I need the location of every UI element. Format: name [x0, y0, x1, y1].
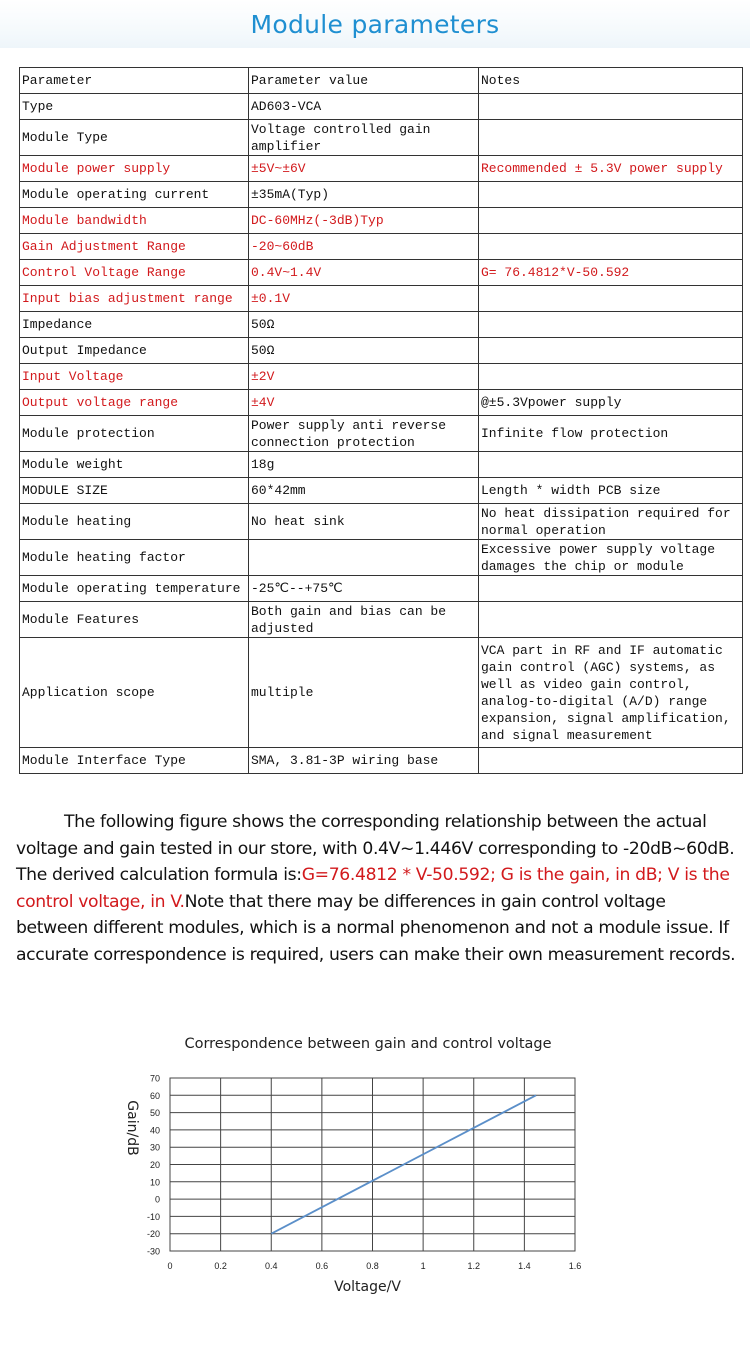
- cell-notes: [479, 286, 743, 312]
- cell-parameter-value: Both gain and bias can be adjusted: [249, 602, 479, 638]
- y-tick-label: 50: [149, 1108, 160, 1119]
- table-row: [20, 312, 743, 338]
- y-axis-label: Gain/dB: [124, 1100, 140, 1156]
- cell-parameter: Module weight: [20, 452, 249, 478]
- cell-parameter: Impedance: [20, 312, 249, 338]
- table-row: [20, 234, 743, 260]
- y-tick-label: 30: [149, 1142, 160, 1153]
- cell-notes: [479, 602, 743, 638]
- cell-notes: [479, 452, 743, 478]
- cell-parameter-value: 0.4V~1.4V: [249, 260, 479, 286]
- cell-parameter: Module heating: [20, 504, 249, 540]
- cell-parameter: Module heating factor: [20, 540, 249, 576]
- table-row: [20, 182, 743, 208]
- cell-parameter: Application scope: [20, 638, 249, 748]
- cell-parameter-value: ±35mA(Typ): [249, 182, 479, 208]
- chart-svg: [110, 1030, 610, 1330]
- table-row: [20, 364, 743, 390]
- cell-notes: [479, 312, 743, 338]
- cell-parameter-value: DC-60MHz(-3dB)Typ: [249, 208, 479, 234]
- cell-parameter-value: 50Ω: [249, 312, 479, 338]
- y-tick-label: 10: [149, 1177, 160, 1188]
- cell-parameter-value: ±2V: [249, 364, 479, 390]
- y-tick-label: -10: [146, 1211, 160, 1222]
- cell-parameter: MODULE SIZE: [20, 478, 249, 504]
- table-row: [20, 602, 743, 638]
- y-tick-label: 60: [149, 1090, 160, 1101]
- cell-parameter-value: ±5V~±6V: [249, 156, 479, 182]
- cell-notes: VCA part in RF and IF automatic gain control (AGC) systems, as well as video gain control, analog-to-digital (A/D) range expansion, signal amplification, and signal measurement: [479, 638, 743, 748]
- title-band: [0, 0, 750, 48]
- x-tick-label: 1.2: [467, 1261, 481, 1271]
- table-row: [20, 338, 743, 364]
- x-tick-label: 1: [420, 1261, 426, 1271]
- paragraph-text-1: The following figure shows the corresponding relationship between the actual voltage and gain tested in our store, with 0.4V~1.446V corresponding to -20dB~60dB. The derived calculation formula is:: [16, 812, 735, 886]
- cell-parameter-value: multiple: [249, 638, 479, 748]
- header-parameter: Parameter: [20, 68, 249, 94]
- table-row: [20, 260, 743, 286]
- cell-parameter-value: ±0.1V: [249, 286, 479, 312]
- cell-notes: Recommended ± 5.3V power supply: [479, 156, 743, 182]
- cell-parameter: Module operating current: [20, 182, 249, 208]
- y-tick-label: -20: [146, 1229, 160, 1240]
- paragraph-formula: G=76.4812 * V-50.592; G is the gain, in dB; V is the control voltage, in V.: [16, 865, 730, 912]
- parameters-table: [19, 67, 743, 774]
- page-title: Module parameters: [250, 9, 500, 39]
- cell-parameter: Output Impedance: [20, 338, 249, 364]
- table-row: [20, 452, 743, 478]
- table-row: [20, 208, 743, 234]
- x-tick-label: 1.4: [518, 1261, 531, 1271]
- gain-voltage-chart: [110, 1030, 610, 1330]
- cell-notes: [479, 748, 743, 774]
- x-tick-label: 0.6: [315, 1261, 329, 1271]
- cell-notes: @±5.3Vpower supply: [479, 390, 743, 416]
- x-tick-label: 1.6: [568, 1261, 582, 1271]
- cell-parameter: Input bias adjustment range: [20, 286, 249, 312]
- cell-parameter-value: AD603-VCA: [249, 94, 479, 120]
- cell-parameter-value: -20~60dB: [249, 234, 479, 260]
- cell-parameter: Module Features: [20, 602, 249, 638]
- y-tick-label: 0: [154, 1194, 160, 1205]
- cell-parameter: Module Interface Type: [20, 748, 249, 774]
- cell-notes: [479, 234, 743, 260]
- table-row: [20, 156, 743, 182]
- table-row: [20, 748, 743, 774]
- cell-parameter-value: Power supply anti reverse connection protection: [249, 416, 479, 452]
- y-tick-label: 40: [149, 1125, 160, 1136]
- x-axis-label: Voltage/V: [334, 1279, 401, 1295]
- x-tick-label: 0.2: [214, 1261, 227, 1271]
- y-tick-label: 70: [149, 1073, 160, 1084]
- cell-notes: [479, 182, 743, 208]
- cell-parameter-value: Voltage controlled gain amplifier: [249, 120, 479, 156]
- cell-parameter: Module power supply: [20, 156, 249, 182]
- table-row: [20, 504, 743, 540]
- cell-notes: Infinite flow protection: [479, 416, 743, 452]
- cell-parameter: Control Voltage Range: [20, 260, 249, 286]
- cell-notes: Length * width PCB size: [479, 478, 743, 504]
- table-row: [20, 638, 743, 748]
- y-tick-label: -30: [146, 1246, 160, 1257]
- cell-parameter-value: 50Ω: [249, 338, 479, 364]
- table-row: [20, 94, 743, 120]
- cell-parameter: Input Voltage: [20, 364, 249, 390]
- x-tick-label: 0.4: [264, 1261, 278, 1271]
- table-row: [20, 416, 743, 452]
- cell-parameter-value: 60*42mm: [249, 478, 479, 504]
- cell-notes: [479, 338, 743, 364]
- cell-parameter-value: [249, 540, 479, 576]
- cell-parameter: Type: [20, 94, 249, 120]
- cell-notes: [479, 364, 743, 390]
- cell-notes: G= 76.4812*V-50.592: [479, 260, 743, 286]
- table-row: [20, 478, 743, 504]
- cell-parameter-value: -25℃--+75℃: [249, 576, 479, 602]
- header-parameter-value: Parameter value: [249, 68, 479, 94]
- table-header-row: [20, 68, 743, 94]
- table-row: [20, 390, 743, 416]
- cell-parameter: Gain Adjustment Range: [20, 234, 249, 260]
- cell-notes: [479, 576, 743, 602]
- cell-parameter-value: ±4V: [249, 390, 479, 416]
- table-row: [20, 576, 743, 602]
- y-tick-label: 20: [149, 1160, 160, 1170]
- cell-parameter-value: SMA, 3.81-3P wiring base: [249, 748, 479, 774]
- cell-parameter: Module Type: [20, 120, 249, 156]
- cell-parameter: Output voltage range: [20, 390, 249, 416]
- table-row: [20, 120, 743, 156]
- description-paragraph: [16, 809, 738, 969]
- x-tick-label: 0: [167, 1261, 173, 1271]
- parameters-table-body: [20, 68, 743, 774]
- cell-notes: [479, 94, 743, 120]
- cell-parameter: Module operating temperature: [20, 576, 249, 602]
- cell-notes: [479, 208, 743, 234]
- cell-notes: Excessive power supply voltage damages the chip or module: [479, 540, 743, 576]
- cell-notes: No heat dissipation required for normal operation: [479, 504, 743, 540]
- cell-parameter-value: No heat sink: [249, 504, 479, 540]
- chart-title: Correspondence between gain and control voltage: [184, 1036, 552, 1052]
- cell-parameter-value: 18g: [249, 452, 479, 478]
- paragraph-text-2: Note that there may be differences in gain control voltage between different modules, which is a normal phenomenon and not a module issue. If accurate correspondence is required, users can make their own measurement records.: [16, 891, 736, 965]
- cell-parameter: Module protection: [20, 416, 249, 452]
- table-row: [20, 540, 743, 576]
- header-notes: Notes: [479, 68, 743, 94]
- table-row: [20, 286, 743, 312]
- cell-notes: [479, 120, 743, 156]
- cell-parameter: Module bandwidth: [20, 208, 249, 234]
- x-tick-label: 0.8: [366, 1261, 379, 1271]
